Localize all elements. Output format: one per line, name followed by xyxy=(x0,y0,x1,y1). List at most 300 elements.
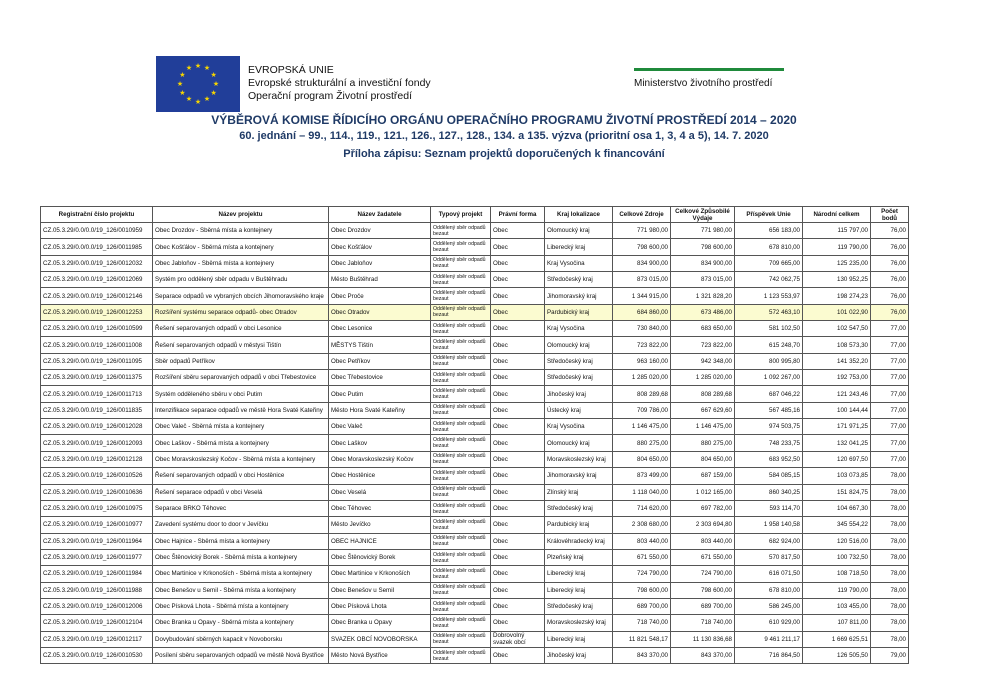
table-cell: 77,00 xyxy=(871,370,909,386)
document-title: VÝBĚROVÁ KOMISE ŘÍDICÍHO ORGÁNU OPERAČNÍHO PROGRAMU ŽIVOTNÍ PROSTŘEDÍ 2014 – 2020 xyxy=(211,113,797,127)
table-cell: Separace odpadů ve vybraných obcích Jihomoravského kraje xyxy=(153,288,329,304)
eu-star-icon: ★ xyxy=(194,98,202,106)
table-cell: Intenzifikace separace odpadů ve městě Hora Svaté Kateřiny xyxy=(153,402,329,418)
table-cell: 673 486,00 xyxy=(671,304,735,320)
table-cell: 1 118 040,00 xyxy=(613,484,671,500)
eu-star-icon: ★ xyxy=(210,71,217,79)
table-cell: Olomoucký kraj xyxy=(545,223,613,239)
table-cell: 77,00 xyxy=(871,353,909,369)
table-cell: 1 285 020,00 xyxy=(613,370,671,386)
table-cell: 804 650,00 xyxy=(613,451,671,467)
table-cell: 120 697,50 xyxy=(803,451,871,467)
table-cell: Obec xyxy=(491,549,545,565)
table-cell: 77,00 xyxy=(871,435,909,451)
table-cell: Obec Veselá xyxy=(329,484,431,500)
table-cell: Olomoucký kraj xyxy=(545,337,613,353)
table-cell: 718 740,00 xyxy=(613,615,671,631)
table-cell: Řešení separace odpadů v obci Veselá xyxy=(153,484,329,500)
eu-line: Evropské strukturální a investiční fondy xyxy=(248,77,431,89)
table-cell: 120 516,00 xyxy=(803,533,871,549)
table-cell: 171 971,25 xyxy=(803,419,871,435)
table-cell: Obec Jabloňov xyxy=(329,255,431,271)
table-cell: 724 790,00 xyxy=(613,566,671,582)
table-cell: Středočeský kraj xyxy=(545,598,613,614)
table-cell: Obec xyxy=(491,223,545,239)
table-cell: CZ.05.3.29/0.0/0.0/19_126/0012128 xyxy=(41,451,153,467)
table-cell: 102 547,50 xyxy=(803,321,871,337)
table-row xyxy=(41,239,909,255)
table-cell: Obec Třebestovice xyxy=(329,370,431,386)
table-cell: Oddělený sběr odpadů bezaut xyxy=(431,566,491,582)
table-cell: Oddělený sběr odpadů bezaut xyxy=(431,549,491,565)
table-cell: 1 012 165,00 xyxy=(671,484,735,500)
table-cell: CZ.05.3.29/0.0/0.0/19_126/0011985 xyxy=(41,239,153,255)
table-cell: Kraj Vysočina xyxy=(545,255,613,271)
table-cell: Obec Putim xyxy=(329,386,431,402)
table-cell: 748 233,75 xyxy=(735,435,803,451)
table-cell: 724 790,00 xyxy=(671,566,735,582)
table-cell: 11 130 836,68 xyxy=(671,631,735,647)
table-row xyxy=(41,419,909,435)
table-cell: Obec Lesonice xyxy=(329,321,431,337)
table-cell: 108 573,30 xyxy=(803,337,871,353)
table-row xyxy=(41,288,909,304)
table-cell: 808 289,68 xyxy=(671,386,735,402)
table-cell: Oddělený sběr odpadů bezaut xyxy=(431,647,491,663)
table-cell: Obec Štěnovický Borek xyxy=(329,549,431,565)
table-cell: 77,00 xyxy=(871,321,909,337)
column-header: Registrační číslo projektu xyxy=(41,207,153,223)
table-row xyxy=(41,272,909,288)
table-cell: Oddělený sběr odpadů bezaut xyxy=(431,304,491,320)
table-cell: CZ.05.3.29/0.0/0.0/19_126/0012253 xyxy=(41,304,153,320)
table-cell: Obec Štěnovický Borek - Sběrná místa a kontejnery xyxy=(153,549,329,565)
table-row xyxy=(41,566,909,582)
column-header: Národní celkem xyxy=(803,207,871,223)
table-cell: Oddělený sběr odpadů bezaut xyxy=(431,468,491,484)
table-cell: 100 732,50 xyxy=(803,549,871,565)
table-cell: 656 183,00 xyxy=(735,223,803,239)
table-cell: 78,00 xyxy=(871,582,909,598)
table-cell: Moravskoslezský kraj xyxy=(545,451,613,467)
table-cell: 1 285 020,00 xyxy=(671,370,735,386)
table-cell: Liberecký kraj xyxy=(545,582,613,598)
table-cell: CZ.05.3.29/0.0/0.0/19_126/0012069 xyxy=(41,272,153,288)
table-cell: 1 321 828,20 xyxy=(671,288,735,304)
table-cell: CZ.05.3.29/0.0/0.0/19_126/0010975 xyxy=(41,500,153,516)
table-row xyxy=(41,337,909,353)
table-cell: CZ.05.3.29/0.0/0.0/19_126/0012093 xyxy=(41,435,153,451)
table-cell: 718 740,00 xyxy=(671,615,735,631)
table-row xyxy=(41,549,909,565)
table-cell: Olomoucký kraj xyxy=(545,435,613,451)
table-cell: 76,00 xyxy=(871,288,909,304)
eu-star-icon: ★ xyxy=(212,80,220,88)
table-cell: 687 159,00 xyxy=(671,468,735,484)
eu-star-icon: ★ xyxy=(194,62,202,70)
table-cell: Plzeňský kraj xyxy=(545,549,613,565)
column-header: Celkové Způsobilé Výdaje xyxy=(671,207,735,223)
table-cell: 126 505,50 xyxy=(803,647,871,663)
table-cell: Oddělený sběr odpadů bezaut xyxy=(431,500,491,516)
table-cell: 77,00 xyxy=(871,337,909,353)
table-cell: 581 102,50 xyxy=(735,321,803,337)
table-cell: 76,00 xyxy=(871,239,909,255)
table-cell: Oddělený sběr odpadů bezaut xyxy=(431,255,491,271)
table-cell: 798 600,00 xyxy=(613,239,671,255)
table-cell: CZ.05.3.29/0.0/0.0/19_126/0012028 xyxy=(41,419,153,435)
table-cell: CZ.05.3.29/0.0/0.0/19_126/0010636 xyxy=(41,484,153,500)
table-cell: 584 085,15 xyxy=(735,468,803,484)
table-cell: 125 235,00 xyxy=(803,255,871,271)
eu-star-icon: ★ xyxy=(176,80,184,88)
table-cell: Posílení sběru separovaných odpadů ve městě Nová Bystřice xyxy=(153,647,329,663)
table-cell: Oddělený sběr odpadů bezaut xyxy=(431,598,491,614)
table-cell: Liberecký kraj xyxy=(545,631,613,647)
table-row xyxy=(41,517,909,533)
table-cell: Obec Košťálov - Sběrná místa a kontejnery xyxy=(153,239,329,255)
table-cell: Systém odděleného sběru v obci Putim xyxy=(153,386,329,402)
table-cell: 843 370,00 xyxy=(671,647,735,663)
table-row xyxy=(41,370,909,386)
table-cell: Obec Drozdov xyxy=(329,223,431,239)
table-cell: 11 821 548,17 xyxy=(613,631,671,647)
table-cell: 942 348,00 xyxy=(671,353,735,369)
table-cell: Dobrovolný svazek obcí xyxy=(491,631,545,647)
table-cell: 880 275,00 xyxy=(671,435,735,451)
table-cell: 1 344 915,00 xyxy=(613,288,671,304)
table-cell: SVAZEK OBCÍ NOVOBORSKA xyxy=(329,631,431,647)
ministry-bar xyxy=(634,68,784,71)
eu-line: Operační program Životní prostředí xyxy=(248,90,412,102)
projects-table xyxy=(40,206,909,664)
table-cell: Kraj Vysočina xyxy=(545,321,613,337)
ministry-name: Ministerstvo životního prostředí xyxy=(634,78,773,89)
table-row xyxy=(41,386,909,402)
table-cell: CZ.05.3.29/0.0/0.0/19_126/0012146 xyxy=(41,288,153,304)
table-cell: Město Jevíčko xyxy=(329,517,431,533)
table-cell: 119 790,00 xyxy=(803,239,871,255)
table-cell: 689 700,00 xyxy=(613,598,671,614)
table-cell: Řešení separovaných odpadů v obci Hostěnice xyxy=(153,468,329,484)
table-cell: 192 753,00 xyxy=(803,370,871,386)
table-cell: Obec Hostěnice xyxy=(329,468,431,484)
table-cell: 1 146 475,00 xyxy=(671,419,735,435)
table-cell: 880 275,00 xyxy=(613,435,671,451)
table-row xyxy=(41,500,909,516)
table-cell: Obec Martinice v Krkonoších xyxy=(329,566,431,582)
table-cell: Pardubický kraj xyxy=(545,517,613,533)
table-cell: Obec Moravskoslezský Kočov xyxy=(329,451,431,467)
table-cell: CZ.05.3.29/0.0/0.0/19_126/0011977 xyxy=(41,549,153,565)
table-cell: Oddělený sběr odpadů bezaut xyxy=(431,517,491,533)
table-cell: Pardubický kraj xyxy=(545,304,613,320)
table-cell: Obec xyxy=(491,288,545,304)
table-cell: Jihočeský kraj xyxy=(545,386,613,402)
table-cell: 78,00 xyxy=(871,549,909,565)
table-cell: 798 600,00 xyxy=(671,582,735,598)
column-header: Celkové Zdroje xyxy=(613,207,671,223)
table-cell: 860 340,25 xyxy=(735,484,803,500)
eu-text-block xyxy=(248,64,431,103)
document-subtitle: 60. jednání – 99., 114., 119., 121., 126., 127., 128., 134. a 135. výzva (prioritní osa 1, 3, 4 a 5), 14. 7. 2020 xyxy=(239,130,769,142)
table-cell: Obec Martinice v Krkonoších - Sběrná místa a kontejnery xyxy=(153,566,329,582)
table-cell: Obec Valeč - Sběrná místa a kontejnery xyxy=(153,419,329,435)
table-cell: Obec Laškov xyxy=(329,435,431,451)
table-cell: Řešení separovaných odpadů v městysi Tištín xyxy=(153,337,329,353)
table-cell: 2 308 680,00 xyxy=(613,517,671,533)
table-cell: 683 650,00 xyxy=(671,321,735,337)
table-cell: 77,00 xyxy=(871,386,909,402)
eu-line: EVROPSKÁ UNIE xyxy=(248,64,334,76)
table-cell: 77,00 xyxy=(871,402,909,418)
table-cell: 963 160,00 xyxy=(613,353,671,369)
table-cell: 804 650,00 xyxy=(671,451,735,467)
table-row xyxy=(41,468,909,484)
table-cell: Obec xyxy=(491,370,545,386)
table-row xyxy=(41,451,909,467)
table-row xyxy=(41,321,909,337)
table-cell: 121 243,46 xyxy=(803,386,871,402)
table-cell: 723 822,00 xyxy=(613,337,671,353)
ministry-logo xyxy=(634,68,794,89)
table-cell: 873 499,00 xyxy=(613,468,671,484)
table-cell: Obec Laškov - Sběrná místa a kontejnery xyxy=(153,435,329,451)
table-cell: Obec xyxy=(491,484,545,500)
eu-star-icon: ★ xyxy=(179,89,186,97)
table-cell: Středočeský kraj xyxy=(545,370,613,386)
table-cell: 1 669 625,51 xyxy=(803,631,871,647)
table-cell: Obec Drozdov - Sběrná místa a kontejnery xyxy=(153,223,329,239)
table-cell: 1 092 267,00 xyxy=(735,370,803,386)
table-cell: Obec xyxy=(491,615,545,631)
annex-title: Příloha zápisu: Seznam projektů doporučených k financování xyxy=(343,148,665,160)
table-cell: 742 062,75 xyxy=(735,272,803,288)
table-cell: CZ.05.3.29/0.0/0.0/19_126/0011984 xyxy=(41,566,153,582)
table-cell: 107 811,00 xyxy=(803,615,871,631)
table-cell: Město Nová Bystřice xyxy=(329,647,431,663)
table-cell: 78,00 xyxy=(871,517,909,533)
table-cell: 803 440,00 xyxy=(671,533,735,549)
table-cell: Obec Proče xyxy=(329,288,431,304)
table-cell: 593 114,70 xyxy=(735,500,803,516)
table-cell: Obec Jabloňov - Sběrná místa a kontejnery xyxy=(153,255,329,271)
table-cell: 616 071,50 xyxy=(735,566,803,582)
table-cell: Sběr odpadů Petříkov xyxy=(153,353,329,369)
table-cell: Obec xyxy=(491,239,545,255)
table-row xyxy=(41,304,909,320)
table-cell: CZ.05.3.29/0.0/0.0/19_126/0010530 xyxy=(41,647,153,663)
table-cell: CZ.05.3.29/0.0/0.0/19_126/0010526 xyxy=(41,468,153,484)
table-cell: Systém pro oddělený sběr odpadu v Buštěhradu xyxy=(153,272,329,288)
table-cell: 76,00 xyxy=(871,223,909,239)
table-row xyxy=(41,533,909,549)
table-cell: 345 554,22 xyxy=(803,517,871,533)
eu-star-icon: ★ xyxy=(185,64,193,72)
table-cell: 800 995,80 xyxy=(735,353,803,369)
table-cell: 730 840,00 xyxy=(613,321,671,337)
table-cell: 678 810,00 xyxy=(735,582,803,598)
table-cell: CZ.05.3.29/0.0/0.0/19_126/0012117 xyxy=(41,631,153,647)
table-cell: 119 790,00 xyxy=(803,582,871,598)
table-row xyxy=(41,435,909,451)
eu-star-icon: ★ xyxy=(185,96,193,104)
table-cell: Řešení separovaných odpadů v obci Lesonice xyxy=(153,321,329,337)
table-cell: CZ.05.3.29/0.0/0.0/19_126/0011095 xyxy=(41,353,153,369)
table-row xyxy=(41,353,909,369)
table-cell: Obec xyxy=(491,468,545,484)
table-cell: 843 370,00 xyxy=(613,647,671,663)
table-cell: CZ.05.3.29/0.0/0.0/19_126/0010959 xyxy=(41,223,153,239)
table-cell: 873 015,00 xyxy=(613,272,671,288)
table-cell: Obec xyxy=(491,533,545,549)
table-cell: 974 503,75 xyxy=(735,419,803,435)
column-header: Příspěvek Unie xyxy=(735,207,803,223)
table-cell: 78,00 xyxy=(871,500,909,516)
table-cell: Obec xyxy=(491,647,545,663)
table-cell: Oddělený sběr odpadů bezaut xyxy=(431,288,491,304)
table-cell: 709 665,00 xyxy=(735,255,803,271)
table-cell: 78,00 xyxy=(871,615,909,631)
table-cell: Oddělený sběr odpadů bezaut xyxy=(431,272,491,288)
table-cell: 78,00 xyxy=(871,598,909,614)
table-cell: 77,00 xyxy=(871,451,909,467)
table-cell: Obec Hajnice - Sběrná místa a kontejnery xyxy=(153,533,329,549)
table-cell: 671 550,00 xyxy=(671,549,735,565)
table-cell: 1 958 140,58 xyxy=(735,517,803,533)
table-cell: 678 810,00 xyxy=(735,239,803,255)
table-cell: 586 245,00 xyxy=(735,598,803,614)
table-cell: Obec Písková Lhota xyxy=(329,598,431,614)
table-cell: Separace BRKO Těhovec xyxy=(153,500,329,516)
table-cell: Jihomoravský kraj xyxy=(545,468,613,484)
eu-star-icon: ★ xyxy=(210,89,217,97)
table-cell: 104 667,30 xyxy=(803,500,871,516)
table-cell: Ústecký kraj xyxy=(545,402,613,418)
table-cell: 610 929,00 xyxy=(735,615,803,631)
table-cell: Oddělený sběr odpadů bezaut xyxy=(431,582,491,598)
table-cell: Kraj Vysočina xyxy=(545,419,613,435)
table-cell: Obec xyxy=(491,272,545,288)
table-cell: 771 980,00 xyxy=(671,223,735,239)
table-cell: CZ.05.3.29/0.0/0.0/19_126/0011375 xyxy=(41,370,153,386)
table-cell: OBEC HAJNICE xyxy=(329,533,431,549)
table-cell: Oddělený sběr odpadů bezaut xyxy=(431,484,491,500)
table-cell: 834 900,00 xyxy=(671,255,735,271)
table-cell: Město Buštěhrad xyxy=(329,272,431,288)
table-cell: 687 046,22 xyxy=(735,386,803,402)
table-cell: Oddělený sběr odpadů bezaut xyxy=(431,435,491,451)
table-cell: Jihočeský kraj xyxy=(545,647,613,663)
table-cell: Středočeský kraj xyxy=(545,353,613,369)
table-row xyxy=(41,615,909,631)
table-cell: Obec xyxy=(491,402,545,418)
table-cell: 803 440,00 xyxy=(613,533,671,549)
table-cell: 873 015,00 xyxy=(671,272,735,288)
table-cell: Obec xyxy=(491,435,545,451)
table-cell: 567 485,16 xyxy=(735,402,803,418)
table-cell: Oddělený sběr odpadů bezaut xyxy=(431,419,491,435)
eu-star-icon: ★ xyxy=(179,71,186,79)
table-cell: 79,00 xyxy=(871,647,909,663)
table-cell: Obec Písková Lhota - Sběrná místa a kontejnery xyxy=(153,598,329,614)
table-cell: 615 248,70 xyxy=(735,337,803,353)
table-cell: Obec Benešov u Semil xyxy=(329,582,431,598)
table-cell: 103 455,00 xyxy=(803,598,871,614)
table-cell: 808 289,68 xyxy=(613,386,671,402)
table-cell: 198 274,23 xyxy=(803,288,871,304)
table-cell: 1 146 475,00 xyxy=(613,419,671,435)
table-cell: Liberecký kraj xyxy=(545,239,613,255)
table-cell: CZ.05.3.29/0.0/0.0/19_126/0012032 xyxy=(41,255,153,271)
table-row xyxy=(41,402,909,418)
table-cell: Obec Valeč xyxy=(329,419,431,435)
table-cell: CZ.05.3.29/0.0/0.0/19_126/0011988 xyxy=(41,582,153,598)
table-cell: Obec xyxy=(491,500,545,516)
table-cell: 798 600,00 xyxy=(613,582,671,598)
table-cell: 78,00 xyxy=(871,566,909,582)
table-cell: 76,00 xyxy=(871,255,909,271)
table-cell: 2 303 694,80 xyxy=(671,517,735,533)
table-cell: 683 952,50 xyxy=(735,451,803,467)
table-cell: 1 123 553,97 xyxy=(735,288,803,304)
table-cell: Město Hora Svaté Kateřiny xyxy=(329,402,431,418)
table-cell: Oddělený sběr odpadů bezaut xyxy=(431,370,491,386)
table-cell: Obec xyxy=(491,598,545,614)
column-header: Název žadatele xyxy=(329,207,431,223)
table-cell: CZ.05.3.29/0.0/0.0/19_126/0010599 xyxy=(41,321,153,337)
column-header: Název projektu xyxy=(153,207,329,223)
table-cell: 115 797,00 xyxy=(803,223,871,239)
table-cell: 798 600,00 xyxy=(671,239,735,255)
table-cell: 78,00 xyxy=(871,631,909,647)
table-row xyxy=(41,484,909,500)
table-cell: 76,00 xyxy=(871,304,909,320)
table-cell: Oddělený sběr odpadů bezaut xyxy=(431,533,491,549)
table-cell: Obec xyxy=(491,582,545,598)
table-cell: Obec xyxy=(491,517,545,533)
column-header: Počet bodů xyxy=(871,207,909,223)
table-cell: Obec Petříkov xyxy=(329,353,431,369)
table-cell: Královéhradecký kraj xyxy=(545,533,613,549)
table-cell: Obec Košťálov xyxy=(329,239,431,255)
column-header: Právní forma xyxy=(491,207,545,223)
eu-star-icon: ★ xyxy=(203,96,211,104)
table-row xyxy=(41,631,909,647)
table-cell: CZ.05.3.29/0.0/0.0/19_126/0011713 xyxy=(41,386,153,402)
table-cell: Oddělený sběr odpadů bezaut xyxy=(431,223,491,239)
table-cell: Obec xyxy=(491,566,545,582)
table-cell: Obec Branka u Opavy - Sběrná místa a kontejnery xyxy=(153,615,329,631)
table-cell: 9 461 211,17 xyxy=(735,631,803,647)
table-cell: Obec Otradov xyxy=(329,304,431,320)
table-cell: Obec Benešov u Semil - Sběrná místa a kontejnery xyxy=(153,582,329,598)
table-cell: 76,00 xyxy=(871,272,909,288)
table-cell: Obec xyxy=(491,386,545,402)
table-cell: 682 924,00 xyxy=(735,533,803,549)
table-cell: 130 952,25 xyxy=(803,272,871,288)
table-cell: Oddělený sběr odpadů bezaut xyxy=(431,337,491,353)
table-cell: Liberecký kraj xyxy=(545,566,613,582)
table-cell: CZ.05.3.29/0.0/0.0/19_126/0012006 xyxy=(41,598,153,614)
table-cell: CZ.05.3.29/0.0/0.0/19_126/0010977 xyxy=(41,517,153,533)
table-cell: Oddělený sběr odpadů bezaut xyxy=(431,615,491,631)
table-cell: 77,00 xyxy=(871,419,909,435)
table-cell: Oddělený sběr odpadů bezaut xyxy=(431,239,491,255)
table-cell: Oddělený sběr odpadů bezaut xyxy=(431,386,491,402)
table-cell: CZ.05.3.29/0.0/0.0/19_126/0011008 xyxy=(41,337,153,353)
table-cell: 709 786,00 xyxy=(613,402,671,418)
